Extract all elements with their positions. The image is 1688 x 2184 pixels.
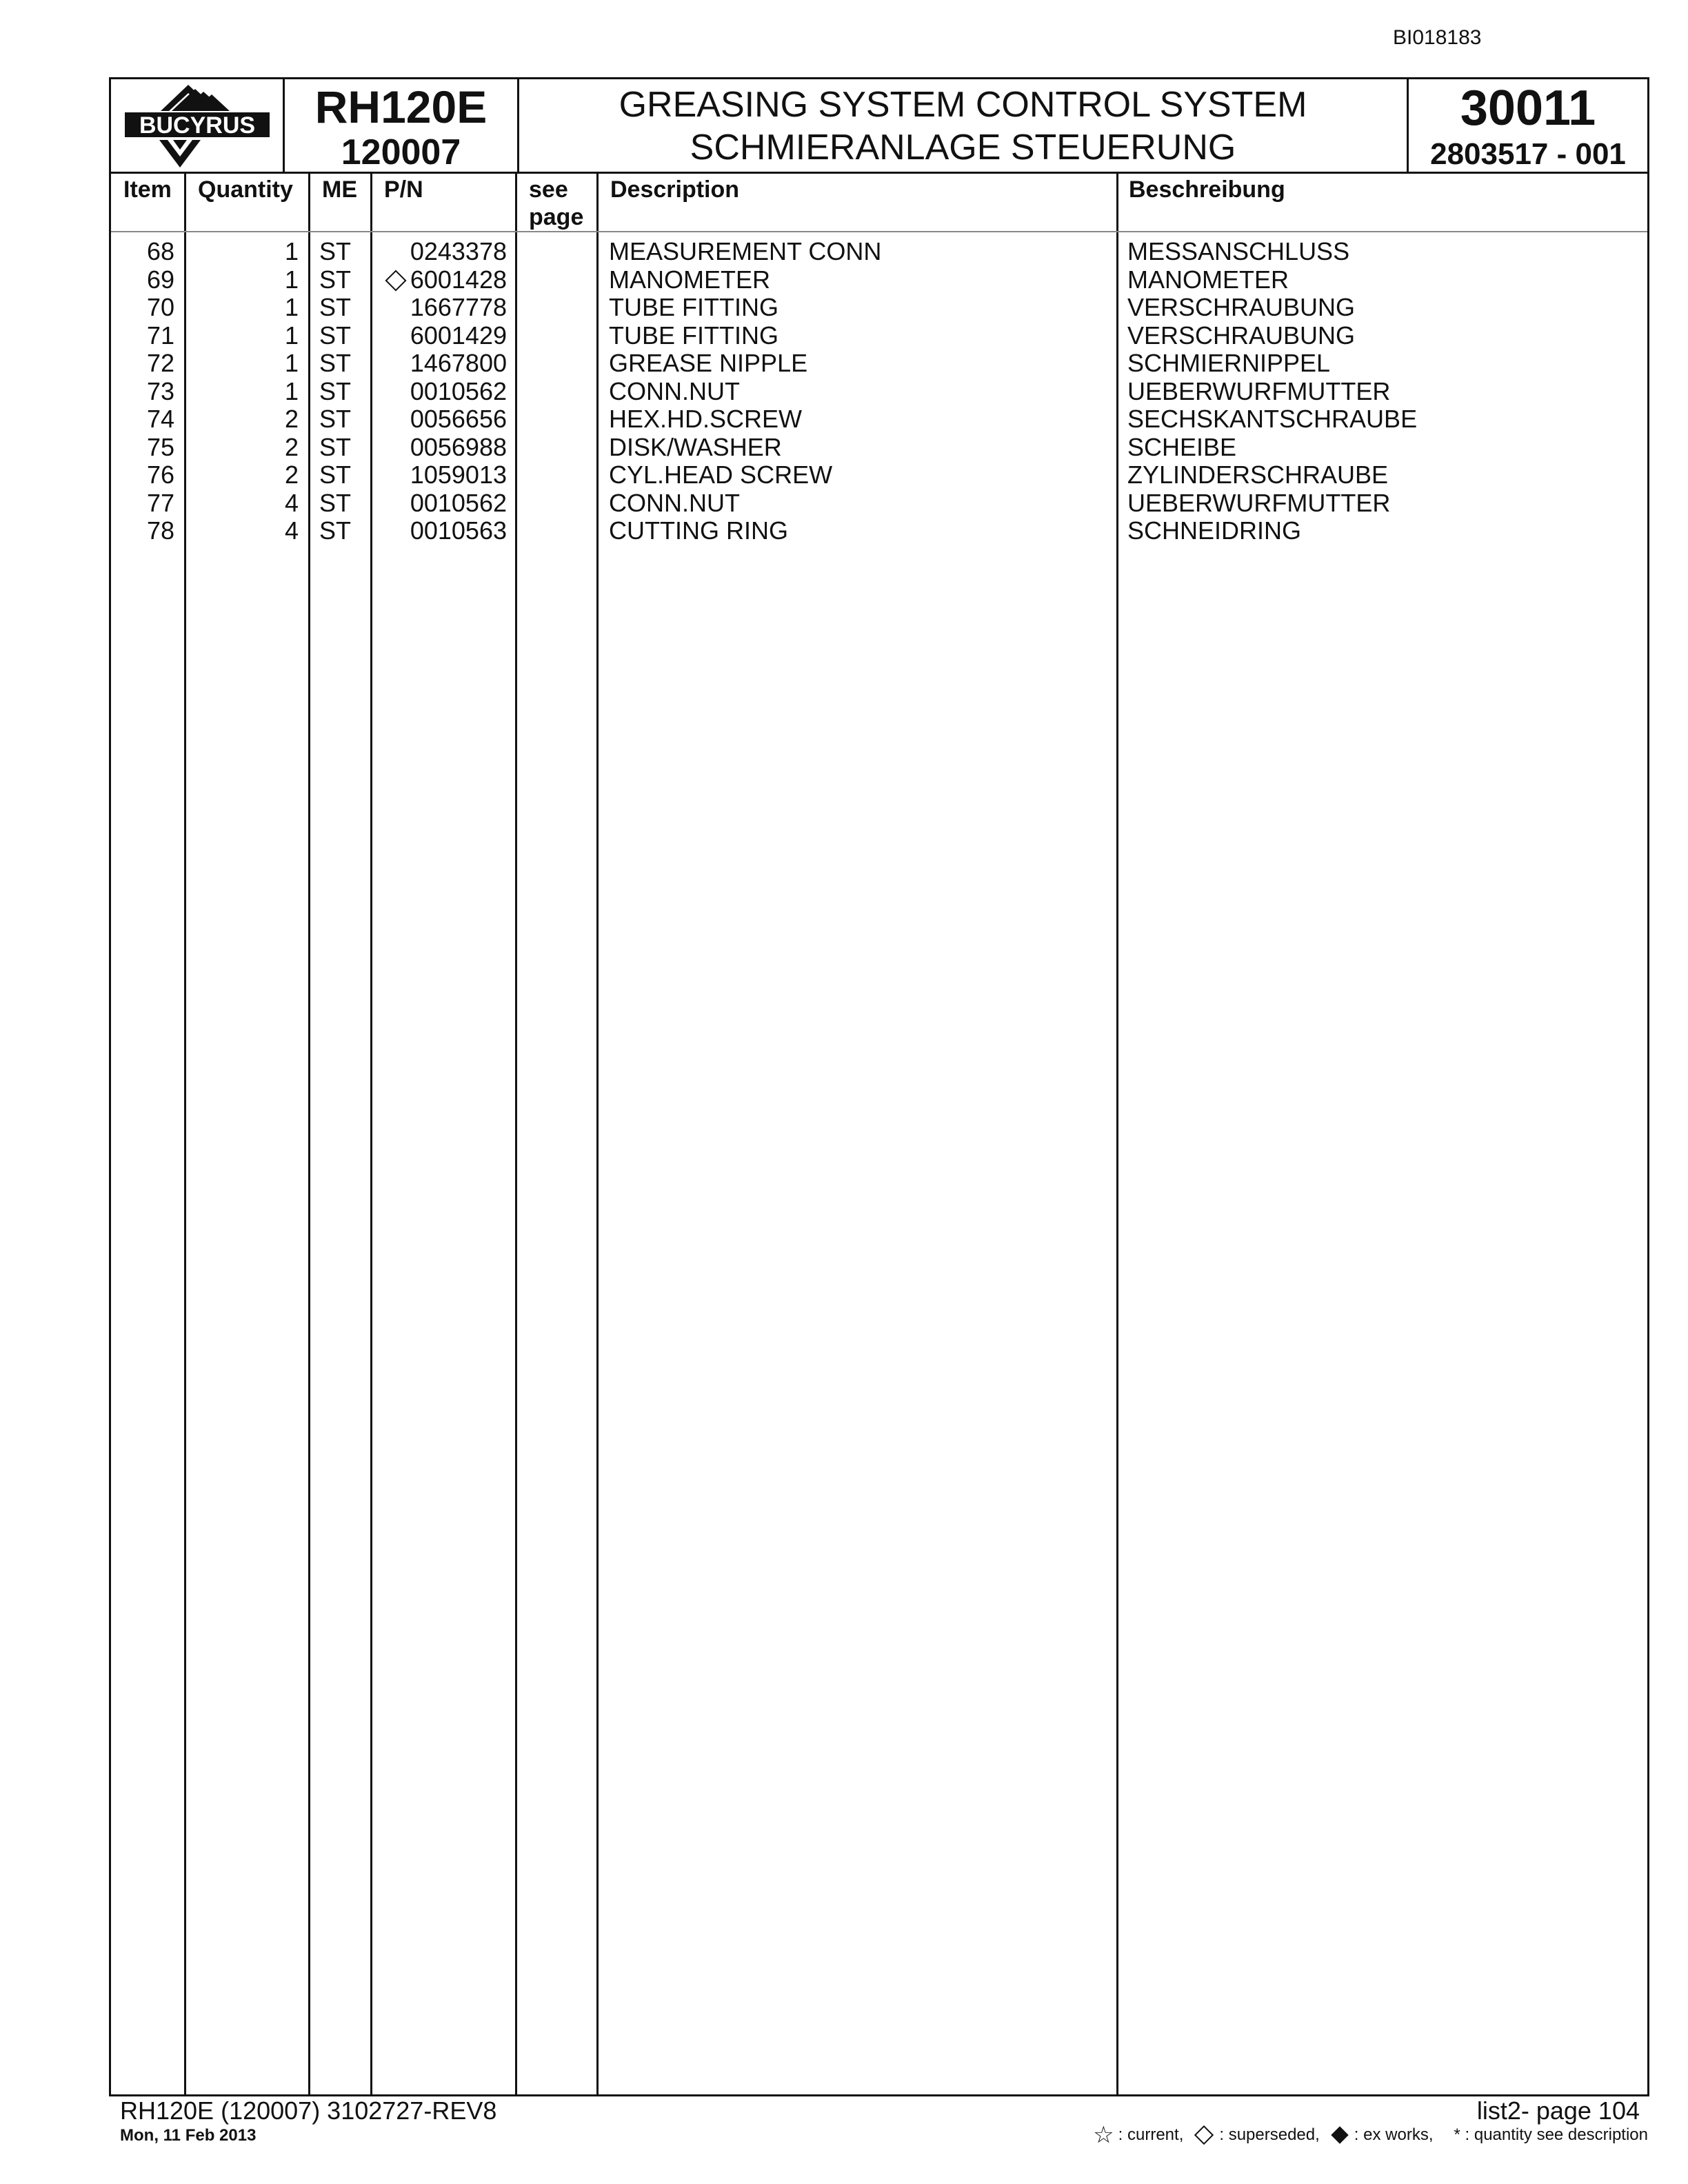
part-number-cell: 0056988 (410, 432, 507, 461)
me-cell: ST (319, 293, 352, 321)
item-cell: 75 (146, 432, 174, 461)
beschreibung-cell: MESSANSCHLUSS (1127, 237, 1350, 265)
header-box (109, 77, 1649, 174)
item-cell: 76 (146, 461, 174, 489)
column-header-item: Item (123, 176, 172, 203)
part-number-cell: 0243378 (410, 237, 507, 265)
beschreibung-cell: SECHSKANTSCHRAUBE (1127, 405, 1418, 433)
column-header-me: ME (322, 176, 357, 203)
item-cell: 78 (146, 516, 174, 545)
quantity-cell: 4 (284, 488, 299, 517)
logo-text: BUCYRUS (139, 112, 256, 139)
beschreibung-cell: VERSCHRAUBUNG (1127, 321, 1356, 350)
me-cell: ST (319, 376, 352, 405)
description-cell: TUBE FITTING (609, 293, 778, 321)
table-row (111, 434, 1647, 461)
me-cell: ST (319, 432, 352, 461)
part-number-cell: 1059013 (410, 461, 507, 489)
item-cell: 68 (146, 237, 174, 265)
part-number-cell: 0056656 (410, 405, 507, 433)
drawing-number: 2803517 - 001 (1430, 137, 1626, 171)
quantity-cell: 1 (284, 265, 299, 294)
description-cell: MEASUREMENT CONN (609, 237, 882, 265)
me-cell: ST (319, 516, 352, 545)
item-cell: 72 (146, 349, 174, 377)
part-number-cell: 6001428 (388, 266, 507, 294)
model-cell (285, 79, 519, 172)
beschreibung-cell: SCHEIBE (1127, 432, 1237, 461)
star-outline-icon: ☆ (1093, 2122, 1114, 2148)
part-number-cell: 0010563 (410, 516, 507, 545)
document-id: BI018183 (1393, 26, 1482, 49)
serial-number: 120007 (341, 132, 461, 172)
title-cell (519, 79, 1409, 172)
item-cell: 74 (146, 405, 174, 433)
superseded-diamond-icon (385, 270, 406, 291)
table-row (111, 322, 1647, 350)
me-cell: ST (319, 265, 352, 294)
quantity-cell: 1 (284, 237, 299, 265)
table-row (111, 266, 1647, 294)
column-header-pn: P/N (384, 176, 423, 203)
item-cell: 71 (146, 321, 174, 350)
model-number: RH120E (314, 81, 488, 132)
quantity-cell: 2 (284, 405, 299, 433)
description-cell: DISK/WASHER (609, 432, 782, 461)
table-row (111, 461, 1647, 489)
description-cell: CONN.NUT (609, 488, 740, 517)
table-row (111, 294, 1647, 321)
quantity-cell: 1 (284, 349, 299, 377)
item-cell: 77 (146, 488, 174, 517)
me-cell: ST (319, 321, 352, 350)
description-cell: CUTTING RING (609, 516, 788, 545)
footer-legend: ☆ : current, : superseded, : ex works, * : quantity see description (1093, 2122, 1648, 2148)
me-cell: ST (319, 405, 352, 433)
group-number: 30011 (1460, 81, 1596, 136)
logo-cell (111, 79, 285, 172)
table-row (111, 517, 1647, 545)
part-number-cell: 1467800 (410, 349, 507, 377)
column-header-beschreibung: Beschreibung (1129, 176, 1285, 203)
quantity-cell: 2 (284, 461, 299, 489)
title-english: GREASING SYSTEM CONTROL SYSTEM (619, 85, 1307, 125)
part-number-cell: 6001429 (410, 321, 507, 350)
beschreibung-cell: SCHMIERNIPPEL (1127, 349, 1331, 377)
footer-date: Mon, 11 Feb 2013 (120, 2126, 257, 2145)
parts-table (109, 172, 1649, 2096)
item-cell: 69 (146, 265, 174, 294)
table-row (111, 350, 1647, 377)
description-cell: HEX.HD.SCREW (609, 405, 803, 433)
table-row (111, 405, 1647, 433)
me-cell: ST (319, 461, 352, 489)
column-header-quantity: Quantity (198, 176, 293, 203)
table-row (111, 378, 1647, 405)
quantity-cell: 2 (284, 432, 299, 461)
bucyrus-logo (111, 79, 281, 172)
quantity-cell: 4 (284, 516, 299, 545)
diamond-outline-icon (1194, 2125, 1214, 2145)
description-cell: CONN.NUT (609, 376, 740, 405)
beschreibung-cell: VERSCHRAUBUNG (1127, 293, 1356, 321)
item-cell: 73 (146, 376, 174, 405)
beschreibung-cell: MANOMETER (1127, 265, 1289, 294)
item-cell: 70 (146, 293, 174, 321)
table-row (111, 489, 1647, 517)
description-cell: GREASE NIPPLE (609, 349, 808, 377)
title-german: SCHMIERANLAGE STEUERUNG (690, 128, 1236, 168)
beschreibung-cell: UEBERWURFMUTTER (1127, 376, 1391, 405)
column-header-description: Description (610, 176, 740, 203)
me-cell: ST (319, 488, 352, 517)
beschreibung-cell: SCHNEIDRING (1127, 516, 1302, 545)
me-cell: ST (319, 349, 352, 377)
column-header-see-page: see page (529, 176, 584, 230)
part-number-cell: 0010562 (410, 376, 507, 405)
part-number-cell: 1667778 (410, 293, 507, 321)
quantity-cell: 1 (284, 321, 299, 350)
quantity-cell: 1 (284, 293, 299, 321)
beschreibung-cell: UEBERWURFMUTTER (1127, 488, 1391, 517)
diamond-filled-icon (1331, 2126, 1348, 2143)
quantity-cell: 1 (284, 376, 299, 405)
table-row (111, 238, 1647, 265)
footer-document-ref: RH120E (120007) 3102727-REV8 (120, 2096, 497, 2125)
part-number-cell: 0010562 (410, 488, 507, 517)
group-number-cell (1409, 79, 1647, 172)
me-cell: ST (319, 237, 352, 265)
footer-page-number: list2- page 104 (1476, 2096, 1640, 2125)
description-cell: MANOMETER (609, 265, 770, 294)
description-cell: TUBE FITTING (609, 321, 778, 350)
beschreibung-cell: ZYLINDERSCHRAUBE (1127, 461, 1389, 489)
description-cell: CYL.HEAD SCREW (609, 461, 833, 489)
